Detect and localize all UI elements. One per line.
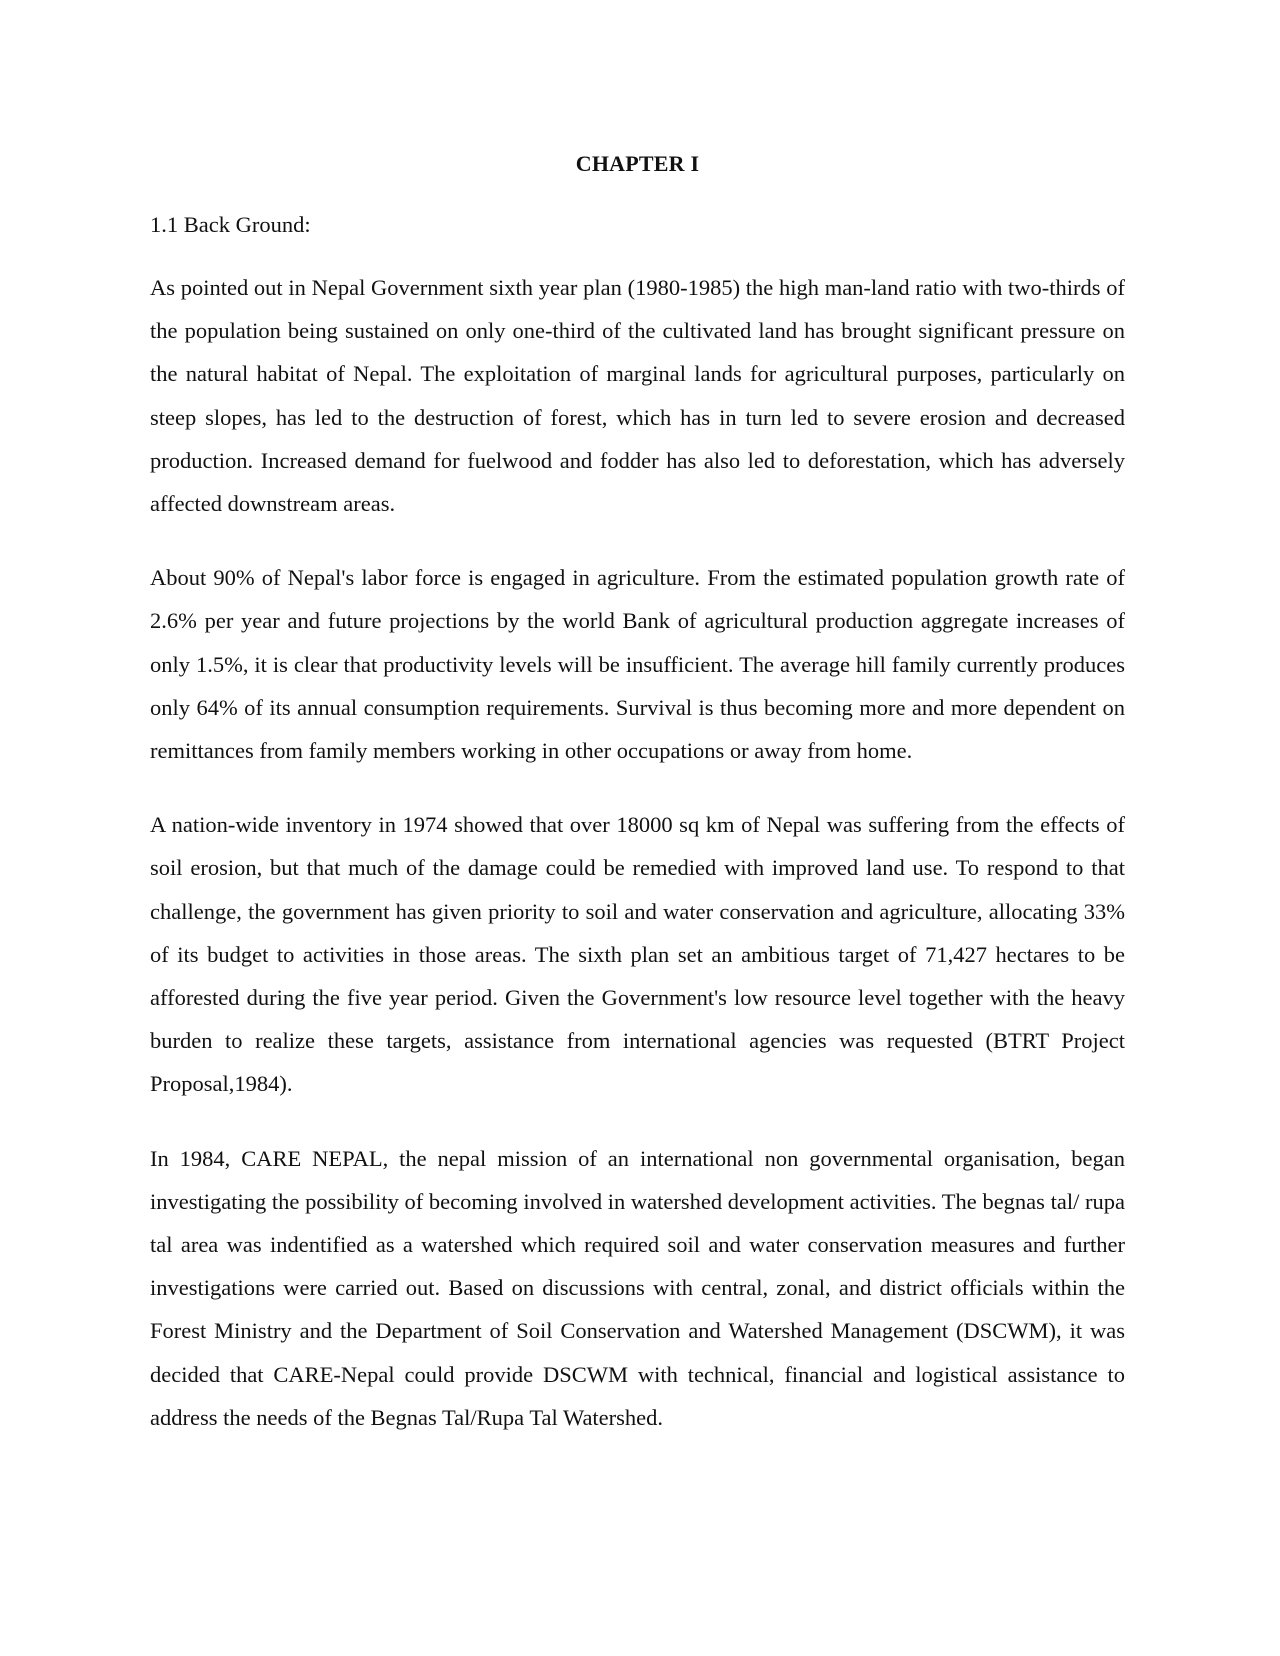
chapter-title: CHAPTER I xyxy=(575,151,700,176)
paragraph-4: In 1984, CARE NEPAL, the nepal mission of an international non governmental organisation, began investigating the possibility of becoming involved in watershed development activities. The begnas tal/ rupa tal area was indentified as a watershed which required soil and water conservation measures and further investigations were carried out. Based on discussions with central, zonal, and district officials within the Forest Ministry and the Department of Soil Conservation and Watershed Management (DSCWM), it was decided that CARE-Nepal could provide DSCWM with technical, financial and logistical assistance to address the needs of the Begnas Tal/Rupa Tal Watershed. xyxy=(150,1145,1125,1430)
paragraph-3: A nation-wide inventory in 1974 showed that over 18000 sq km of Nepal was suffering from the effects of soil erosion, but that much of the damage could be remedied with improved land use. To respond to that challenge, the government has given priority to soil and water conservation and agriculture, allocating 33% of its budget to activities in those areas. The sixth plan set an ambitious target of 71,427 hectares to be afforested during the five year period. Given the Government's low resource level together with the heavy burden to realize these targets, assistance from international agencies was requested (BTRT Project Proposal,1984). xyxy=(150,812,1125,1097)
section-heading: 1.1 Back Ground: xyxy=(150,212,311,237)
paragraph-2: About 90% of Nepal's labor force is engaged in agriculture. From the estimated population growth rate of 2.6% per year and future projections by the world Bank of agricultural production aggregate increases of only 1.5%, it is clear that productivity levels will be insufficient. The average hill family currently produces only 64% of its annual consumption requirements. Survival is thus becoming more and more dependent on remittances from family members working in other occupations or away from home. xyxy=(150,565,1125,764)
paragraph-1: As pointed out in Nepal Government sixth year plan (1980-1985) the high man-land ratio with two-thirds of the population being sustained on only one-third of the cultivated land has brought significant pressure on the natural habitat of Nepal. The exploitation of marginal lands for agricultural purposes, particularly on steep slopes, has led to the destruction of forest, which has in turn led to severe erosion and decreased production. Increased demand for fuelwood and fodder has also led to deforestation, which has adversely affected downstream areas. xyxy=(150,275,1125,517)
page-content xyxy=(150,148,1125,1439)
